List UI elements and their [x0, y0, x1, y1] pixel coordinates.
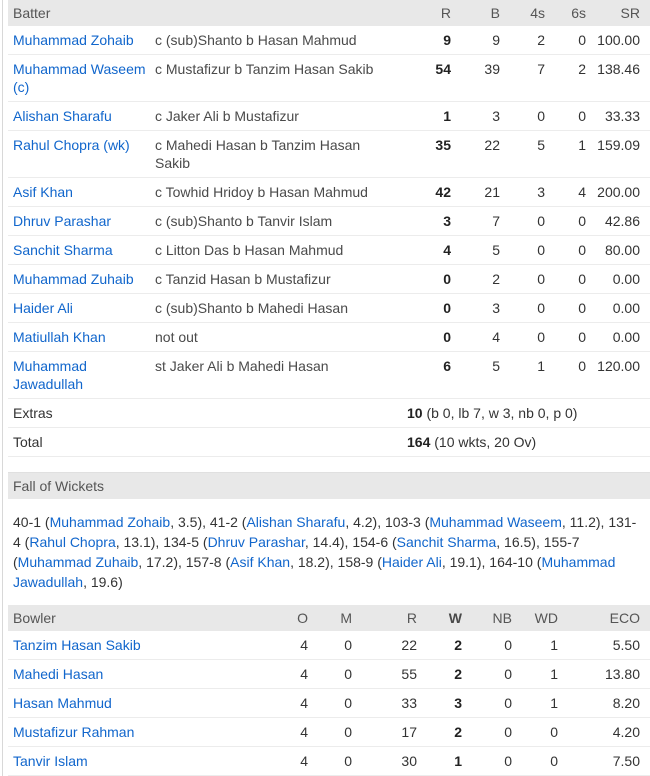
sixes-cell: 1: [545, 131, 586, 178]
balls-cell: 39: [451, 55, 500, 102]
fow-score: 157-8 (: [185, 554, 231, 570]
fours-cell: 0: [500, 102, 545, 131]
fow-over: , 18.2),: [290, 554, 338, 570]
fours-cell: 5: [500, 131, 545, 178]
fow-entry: [210, 514, 385, 530]
sixes-cell: 0: [545, 294, 586, 323]
dismissal-text: c (sub)Shanto b Hasan Mahmud: [155, 26, 395, 55]
fow-score: 158-9 (: [337, 554, 382, 570]
scorecard-page: [2, 0, 650, 776]
overs-cell: 4: [258, 718, 308, 747]
fow-over: , 4.2),: [345, 514, 385, 530]
total-label: Total: [8, 428, 155, 457]
strike-rate-cell: 0.00: [586, 265, 650, 294]
batter-name-link[interactable]: Matiullah Khan: [13, 329, 106, 345]
balls-cell: 2: [451, 265, 500, 294]
wides-cell: 1: [512, 660, 558, 689]
strike-rate-cell: 0.00: [586, 323, 650, 352]
strike-rate-cell: 159.09: [586, 131, 650, 178]
dismissal-text: c (sub)Shanto b Tanvir Islam: [155, 207, 395, 236]
bowler-row: [8, 631, 650, 660]
fow-over: , 19.6): [83, 574, 123, 590]
total-runs: 164: [407, 434, 431, 450]
batting-header-batter: Batter: [8, 0, 155, 26]
dismissal-text: st Jaker Ali b Mahedi Hasan: [155, 352, 395, 399]
bowler-row: [8, 689, 650, 718]
wides-cell: 1: [512, 689, 558, 718]
total-detail: (10 wkts, 20 Ov): [430, 434, 537, 450]
wides-cell: 0: [512, 718, 558, 747]
bowling-header-row: [8, 605, 650, 631]
sixes-cell: 0: [545, 102, 586, 131]
runs-conceded-cell: 30: [352, 747, 417, 776]
batting-table: [8, 0, 650, 457]
balls-cell: 5: [451, 236, 500, 265]
fow-score: 40-1 (: [13, 514, 50, 530]
extras-row: [8, 399, 650, 428]
fow-score: 134-5 (: [163, 534, 208, 550]
runs-cell: 0: [395, 294, 451, 323]
fours-cell: 0: [500, 207, 545, 236]
extras-value: [395, 399, 650, 428]
bowling-header-runs: R: [352, 605, 417, 631]
fow-player-link[interactable]: Rahul Chopra: [29, 534, 116, 550]
no-balls-cell: 0: [462, 718, 512, 747]
batter-name-link[interactable]: Muhammad Zohaib: [13, 32, 134, 48]
batting-header-row: [8, 0, 650, 26]
batting-header-dismissal: [155, 0, 395, 26]
no-balls-cell: 0: [462, 689, 512, 718]
bowler-name-link[interactable]: Tanvir Islam: [13, 753, 88, 769]
strike-rate-cell: 33.33: [586, 102, 650, 131]
batting-header-strike-rate: SR: [586, 0, 650, 26]
batter-name-link[interactable]: Rahul Chopra (wk): [13, 137, 130, 153]
batting-header-fours: 4s: [500, 0, 545, 26]
sixes-cell: 0: [545, 323, 586, 352]
balls-cell: 22: [451, 131, 500, 178]
strike-rate-cell: 100.00: [586, 26, 650, 55]
dismissal-text: c Jaker Ali b Mustafizur: [155, 102, 395, 131]
dismissal-text: not out: [155, 323, 395, 352]
batter-row: [8, 207, 650, 236]
batter-row: [8, 294, 650, 323]
batter-row: [8, 323, 650, 352]
batter-row: [8, 178, 650, 207]
strike-rate-cell: 0.00: [586, 294, 650, 323]
fow-entry: [163, 534, 352, 550]
bowling-header-maidens: M: [308, 605, 352, 631]
dismissal-text: c Tanzid Hasan b Mustafizur: [155, 265, 395, 294]
batter-name-link[interactable]: Muhammad Waseem (c): [13, 61, 146, 95]
dismissal-text: c Towhid Hridoy b Hasan Mahmud: [155, 178, 395, 207]
sixes-cell: 0: [545, 26, 586, 55]
wickets-cell: 2: [417, 631, 462, 660]
fours-cell: 1: [500, 352, 545, 399]
wickets-cell: 3: [417, 689, 462, 718]
bowling-header-wickets: W: [417, 605, 462, 631]
total-value: [395, 428, 650, 457]
wickets-cell: 1: [417, 747, 462, 776]
economy-cell: 7.50: [558, 747, 650, 776]
extras-spacer: [155, 399, 395, 428]
batter-row: [8, 236, 650, 265]
maidens-cell: 0: [308, 747, 352, 776]
batter-row: [8, 102, 650, 131]
maidens-cell: 0: [308, 718, 352, 747]
maidens-cell: 0: [308, 689, 352, 718]
runs-cell: 4: [395, 236, 451, 265]
fow-score: 154-6 (: [352, 534, 397, 550]
fow-player-link[interactable]: Alishan Sharafu: [246, 514, 346, 530]
dismissal-text: c (sub)Shanto b Mahedi Hasan: [155, 294, 395, 323]
bowling-table: [8, 605, 650, 776]
economy-cell: 5.50: [558, 631, 650, 660]
fow-score: 164-10 (: [489, 554, 542, 570]
balls-cell: 5: [451, 352, 500, 399]
wickets-cell: 2: [417, 718, 462, 747]
batter-name-link[interactable]: Sanchit Sharma: [13, 242, 113, 258]
runs-cell: 35: [395, 131, 451, 178]
sixes-cell: 0: [545, 352, 586, 399]
fow-over: , 13.1),: [115, 534, 164, 550]
fow-player-link[interactable]: Muhammad Zuhaib: [17, 554, 139, 570]
fow-over: , 11.2),: [561, 514, 609, 530]
batter-name-link[interactable]: Alishan Sharafu: [13, 108, 112, 124]
batter-row: [8, 55, 650, 102]
total-row: [8, 428, 650, 457]
bowling-header-overs: O: [258, 605, 308, 631]
fow-score: 103-3 (: [385, 514, 430, 530]
fours-cell: 3: [500, 178, 545, 207]
balls-cell: 21: [451, 178, 500, 207]
runs-cell: 1: [395, 102, 451, 131]
batting-header-balls: B: [451, 0, 500, 26]
fow-score: 131-4 (: [13, 514, 637, 550]
strike-rate-cell: 138.46: [586, 55, 650, 102]
balls-cell: 7: [451, 207, 500, 236]
fow-player-link[interactable]: Haider Ali: [381, 554, 442, 570]
economy-cell: 4.20: [558, 718, 650, 747]
fours-cell: 0: [500, 294, 545, 323]
balls-cell: 3: [451, 294, 500, 323]
strike-rate-cell: 80.00: [586, 236, 650, 265]
fow-over: , 16.5),: [496, 534, 544, 550]
fow-entry: [352, 534, 543, 550]
runs-cell: 42: [395, 178, 451, 207]
bowler-row: [8, 660, 650, 689]
bowler-name-link[interactable]: Mahedi Hasan: [13, 666, 104, 682]
no-balls-cell: 0: [462, 660, 512, 689]
runs-cell: 0: [395, 265, 451, 294]
fow-over: , 14.4),: [304, 534, 353, 550]
fall-of-wickets-header: Fall of Wickets: [8, 472, 650, 499]
economy-cell: 8.20: [558, 689, 650, 718]
fow-player-link[interactable]: Asif Khan: [230, 554, 291, 570]
bowler-row: [8, 718, 650, 747]
runs-conceded-cell: 17: [352, 718, 417, 747]
batter-name-link[interactable]: Dhruv Parashar: [13, 213, 112, 229]
fours-cell: 7: [500, 55, 545, 102]
total-spacer: [155, 428, 395, 457]
fow-player-link[interactable]: Sanchit Sharma: [396, 534, 497, 550]
overs-cell: 4: [258, 689, 308, 718]
balls-cell: 9: [451, 26, 500, 55]
maidens-cell: 0: [308, 660, 352, 689]
fow-over: , 17.2),: [138, 554, 186, 570]
bowler-name-link[interactable]: Tanzim Hasan Sakib: [13, 637, 141, 653]
extras-runs: 10: [407, 405, 423, 421]
economy-cell: 13.80: [558, 660, 650, 689]
bowler-row: [8, 747, 650, 776]
fow-entry: [338, 554, 490, 570]
strike-rate-cell: 200.00: [586, 178, 650, 207]
fow-over: , 19.1),: [441, 554, 490, 570]
runs-conceded-cell: 22: [352, 631, 417, 660]
batter-name-link[interactable]: Muhammad Jawadullah: [13, 358, 87, 392]
overs-cell: 4: [258, 660, 308, 689]
dismissal-text: c Mahedi Hasan b Tanzim Hasan Sakib: [155, 131, 395, 178]
no-balls-cell: 0: [462, 631, 512, 660]
runs-cell: 0: [395, 323, 451, 352]
bowler-name-link[interactable]: Hasan Mahmud: [13, 695, 112, 711]
fours-cell: 0: [500, 323, 545, 352]
fow-entry: [186, 554, 338, 570]
fours-cell: 0: [500, 265, 545, 294]
fow-entry: [385, 514, 608, 530]
bowling-header-bowler: Bowler: [8, 605, 258, 631]
runs-cell: 6: [395, 352, 451, 399]
strike-rate-cell: 120.00: [586, 352, 650, 399]
runs-conceded-cell: 33: [352, 689, 417, 718]
bowling-header-no-balls: NB: [462, 605, 512, 631]
batter-name-link[interactable]: Muhammad Zuhaib: [13, 271, 134, 287]
runs-cell: 9: [395, 26, 451, 55]
batter-row: [8, 265, 650, 294]
fow-entry: [13, 514, 210, 530]
strike-rate-cell: 42.86: [586, 207, 650, 236]
sixes-cell: 4: [545, 178, 586, 207]
fow-score: 41-2 (: [209, 514, 247, 530]
runs-cell: 3: [395, 207, 451, 236]
batter-row: [8, 26, 650, 55]
fow-over: , 3.5),: [170, 514, 210, 530]
fall-of-wickets-text: [8, 499, 650, 605]
bowling-header-economy: ECO: [558, 605, 650, 631]
fow-player-link[interactable]: Muhammad Waseem: [429, 514, 562, 530]
overs-cell: 4: [258, 747, 308, 776]
fow-score: 155-7 (: [13, 534, 580, 570]
fours-cell: 0: [500, 236, 545, 265]
batter-row: [8, 352, 650, 399]
balls-cell: 4: [451, 323, 500, 352]
batter-row: [8, 131, 650, 178]
batter-name-link[interactable]: Asif Khan: [13, 184, 73, 200]
sixes-cell: 0: [545, 207, 586, 236]
extras-label: Extras: [8, 399, 155, 428]
runs-conceded-cell: 55: [352, 660, 417, 689]
runs-cell: 54: [395, 55, 451, 102]
fours-cell: 2: [500, 26, 545, 55]
fow-player-link[interactable]: Dhruv Parashar: [207, 534, 305, 550]
bowling-header-wides: WD: [512, 605, 558, 631]
overs-cell: 4: [258, 631, 308, 660]
batter-name-link[interactable]: Haider Ali: [13, 300, 73, 316]
balls-cell: 3: [451, 102, 500, 131]
batting-header-sixes: 6s: [545, 0, 586, 26]
extras-detail: (b 0, lb 7, w 3, nb 0, p 0): [422, 405, 578, 421]
dismissal-text: c Litton Das b Hasan Mahmud: [155, 236, 395, 265]
batting-header-runs: R: [395, 0, 451, 26]
fow-player-link[interactable]: Muhammad Jawadullah: [13, 554, 616, 590]
bowler-name-link[interactable]: Mustafizur Rahman: [13, 724, 135, 740]
sixes-cell: 2: [545, 55, 586, 102]
no-balls-cell: 0: [462, 747, 512, 776]
wides-cell: 0: [512, 747, 558, 776]
wides-cell: 1: [512, 631, 558, 660]
dismissal-text: c Mustafizur b Tanzim Hasan Sakib: [155, 55, 395, 102]
fow-player-link[interactable]: Muhammad Zohaib: [49, 514, 171, 530]
wickets-cell: 2: [417, 660, 462, 689]
sixes-cell: 0: [545, 265, 586, 294]
sixes-cell: 0: [545, 236, 586, 265]
maidens-cell: 0: [308, 631, 352, 660]
